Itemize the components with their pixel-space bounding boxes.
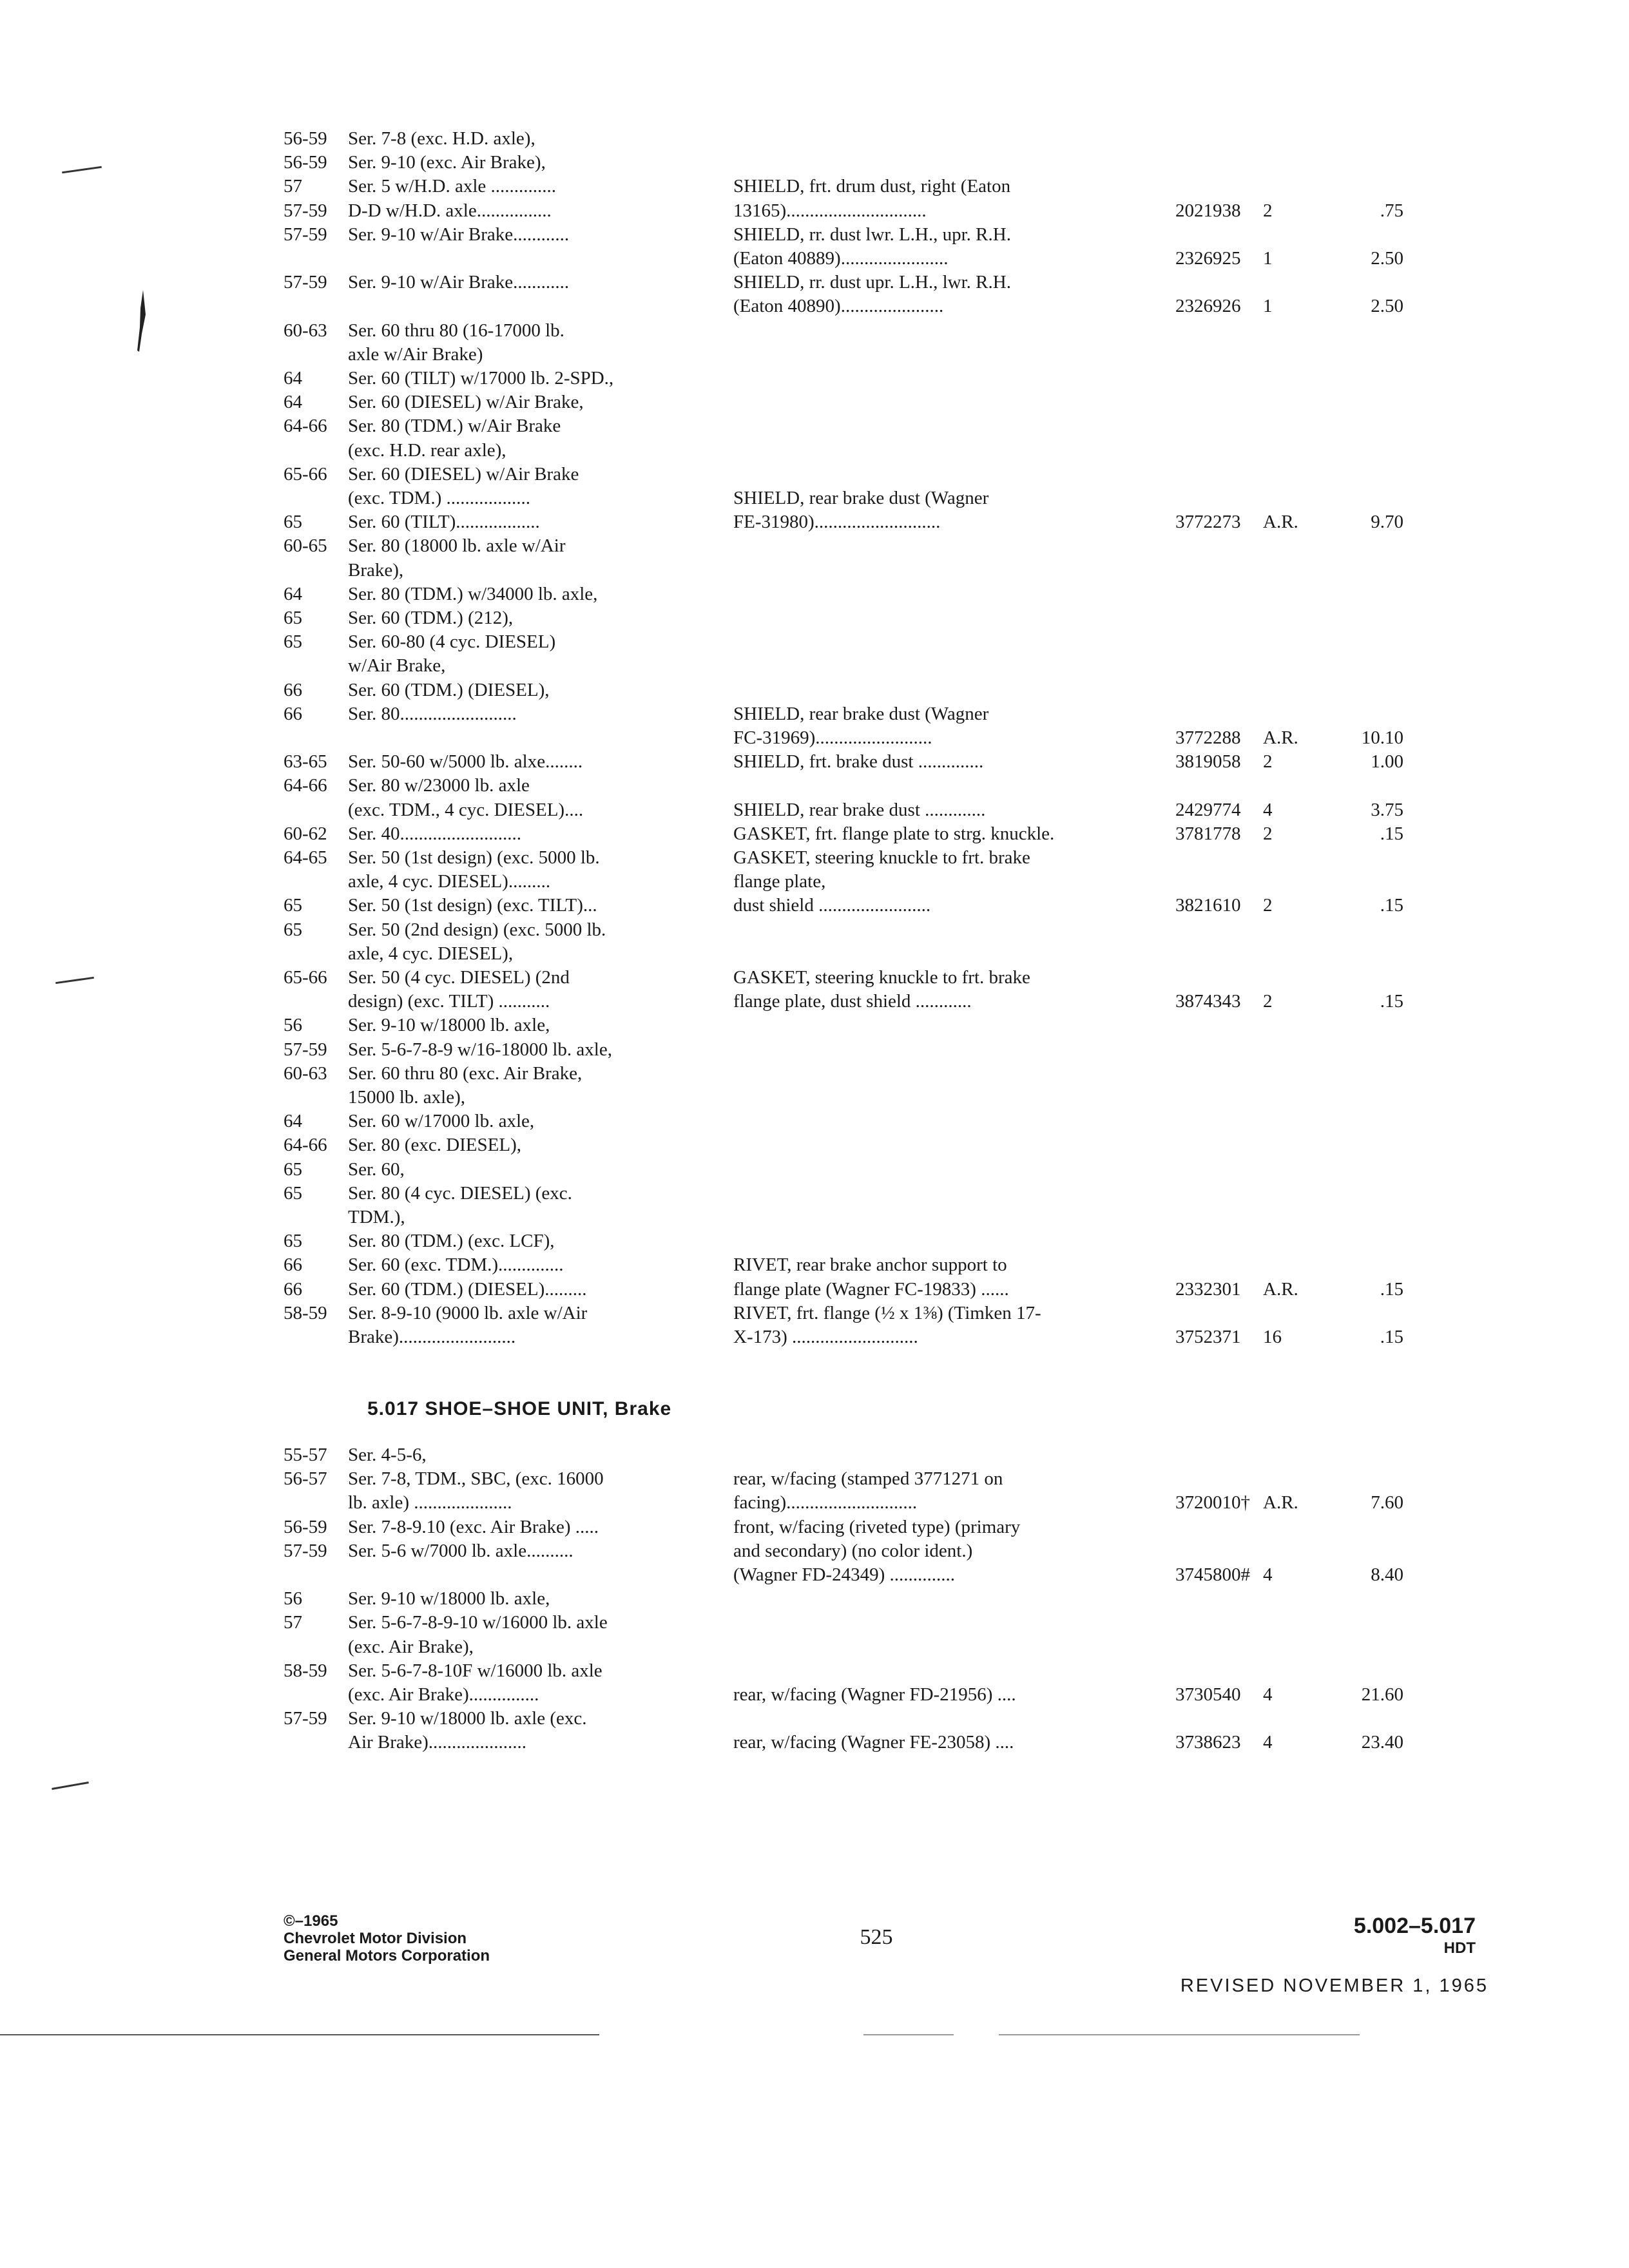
cell-app: Ser. 50 (4 cyc. DIESEL) (2nd xyxy=(348,967,570,988)
cell-app: (exc. Air Brake), xyxy=(348,1636,474,1657)
cell-app: TDM.), xyxy=(348,1207,405,1227)
cell-app: Ser. 5-6 w/7000 lb. axle.......... xyxy=(348,1540,574,1561)
cell-price: 9.70 xyxy=(1371,512,1403,533)
cell-app: Ser. 80 (exc. DIESEL), xyxy=(348,1135,521,1156)
cell-app: Ser. 50-60 w/5000 lb. alxe........ xyxy=(348,751,583,773)
cell-yr: 64 xyxy=(284,392,302,413)
cell-desc: SHIELD, rr. dust lwr. L.H., upr. R.H. xyxy=(733,224,1011,245)
cell-app: Ser. 60 (exc. TDM.).............. xyxy=(348,1254,564,1276)
cell-app: (exc. TDM.) .................. xyxy=(348,488,530,508)
cell-qty: 2 xyxy=(1263,823,1273,844)
cell-app: Ser. 60, xyxy=(348,1158,405,1180)
cell-price: 21.60 xyxy=(1361,1684,1403,1705)
cell-qty: A.R. xyxy=(1263,727,1298,748)
cell-app: Ser. 80 (TDM.) (exc. LCF), xyxy=(348,1231,555,1252)
cell-desc: front, w/facing (riveted type) (primary xyxy=(733,1516,1021,1537)
cell-yr: 65 xyxy=(284,919,302,940)
cell-app: w/Air Brake, xyxy=(348,655,446,677)
cell-qty: 16 xyxy=(1263,1327,1282,1347)
cell-app: Ser. 60-80 (4 cyc. DIESEL) xyxy=(348,631,556,653)
cell-app: axle w/Air Brake) xyxy=(348,343,483,365)
cell-app: Ser. 60 (TDM.) (212), xyxy=(348,608,514,628)
cell-qty: 2 xyxy=(1263,200,1273,221)
cell-part: 3819058 xyxy=(1175,751,1241,773)
cell-yr: 57-59 xyxy=(284,272,327,293)
cell-app: Ser. 9-10 (exc. Air Brake), xyxy=(348,152,546,173)
cell-price: 10.10 xyxy=(1361,727,1403,748)
cell-part: 3772273 xyxy=(1175,512,1241,533)
cell-app: Ser. 80 (TDM.) w/Air Brake xyxy=(348,416,561,437)
cell-app: Brake), xyxy=(348,559,404,581)
cell-app: Ser. 80 w/23000 lb. axle xyxy=(348,775,530,796)
cell-yr: 65 xyxy=(284,895,302,916)
cell-app: Ser. 9-10 w/Air Brake............ xyxy=(348,272,570,293)
cell-price: 7.60 xyxy=(1371,1492,1403,1514)
section-sub: HDT xyxy=(1443,1939,1476,1957)
cell-price: .15 xyxy=(1380,895,1403,916)
cell-desc: flange plate, xyxy=(733,871,826,892)
cell-desc: flange plate, dust shield ............ xyxy=(733,991,972,1012)
cell-yr: 65-66 xyxy=(284,463,327,485)
cell-yr: 64 xyxy=(284,583,302,604)
cell-part: 2021938 xyxy=(1175,200,1241,221)
cell-yr: 58-59 xyxy=(284,1302,327,1323)
cell-app: Ser. 5-6-7-8-9-10 w/16000 lb. axle xyxy=(348,1612,608,1633)
cell-desc: SHIELD, rear brake dust (Wagner xyxy=(733,488,989,508)
cell-qty: 2 xyxy=(1263,751,1273,773)
cell-app: Ser. 5-6-7-8-10F w/16000 lb. axle xyxy=(348,1660,602,1681)
cell-part: 3730540 xyxy=(1175,1684,1241,1705)
cell-desc: (Eaton 40890)...................... xyxy=(733,296,944,317)
cell-app: Ser. 7-8 (exc. H.D. axle), xyxy=(348,128,535,149)
cell-desc: rear, w/facing (stamped 3771271 on xyxy=(733,1468,1003,1490)
cell-desc: FC-31969)......................... xyxy=(733,727,932,748)
cell-yr: 65 xyxy=(284,1158,302,1180)
cell-app: Ser. 9-10 w/18000 lb. axle (exc. xyxy=(348,1708,587,1729)
cell-yr: 65 xyxy=(284,631,302,653)
cell-desc: flange plate (Wagner FC-19833) ...... xyxy=(733,1278,1009,1300)
cell-desc: FE-31980)........................... xyxy=(733,512,941,533)
section-range: 5.002–5.017 xyxy=(1353,1914,1476,1938)
cell-price: 8.40 xyxy=(1371,1564,1403,1585)
cell-part: 3745800# xyxy=(1175,1564,1250,1585)
cell-yr: 65 xyxy=(284,512,302,533)
cell-app: (exc. TDM., 4 cyc. DIESEL).... xyxy=(348,799,584,820)
cell-app: Ser. 9-10 w/Air Brake............ xyxy=(348,224,570,245)
cell-desc: (Eaton 40889)....................... xyxy=(733,248,949,269)
bottom-rule xyxy=(999,2034,1360,2035)
cell-app: Ser. 60 thru 80 (exc. Air Brake, xyxy=(348,1062,583,1084)
cell-app: Ser. 60 (TILT) w/17000 lb. 2-SPD., xyxy=(348,368,614,389)
cell-qty: 4 xyxy=(1263,799,1273,820)
cell-yr: 66 xyxy=(284,1254,302,1276)
cell-qty: 1 xyxy=(1263,248,1273,269)
cell-yr: 65 xyxy=(284,1182,302,1204)
cell-price: .15 xyxy=(1380,1327,1403,1347)
cell-yr: 56 xyxy=(284,1588,302,1610)
cell-price: .15 xyxy=(1380,1278,1403,1300)
cell-desc: 13165).............................. xyxy=(733,200,927,221)
cell-yr: 56-59 xyxy=(284,152,327,173)
cell-app: axle, 4 cyc. DIESEL), xyxy=(348,943,514,964)
cell-part: 3874343 xyxy=(1175,991,1241,1012)
cell-yr: 64-66 xyxy=(284,416,327,437)
cell-part: 2326925 xyxy=(1175,248,1241,269)
cell-desc: SHIELD, rear brake dust ............. xyxy=(733,799,986,820)
cell-part: 3772288 xyxy=(1175,727,1241,748)
binder-mark xyxy=(55,977,94,984)
cell-part: 3781778 xyxy=(1175,823,1241,844)
cell-app: Ser. 60 thru 80 (16-17000 lb. xyxy=(348,320,564,341)
cell-desc: SHIELD, rr. dust upr. L.H., lwr. R.H. xyxy=(733,272,1011,293)
division-line: Chevrolet Motor Division xyxy=(284,1930,467,1947)
cell-app: Air Brake)..................... xyxy=(348,1732,527,1753)
cell-yr: 64-65 xyxy=(284,847,327,868)
cell-yr: 57-59 xyxy=(284,1708,327,1729)
cell-yr: 56-57 xyxy=(284,1468,327,1490)
section-heading: 5.017 SHOE–SHOE UNIT, Brake xyxy=(367,1398,672,1419)
cell-yr: 64-66 xyxy=(284,1135,327,1156)
cell-yr: 57-59 xyxy=(284,1540,327,1561)
cell-price: 2.50 xyxy=(1371,248,1403,269)
cell-yr: 56 xyxy=(284,1015,302,1036)
cell-yr: 65 xyxy=(284,1231,302,1252)
page-number: 525 xyxy=(860,1925,893,1949)
cell-part: 2326926 xyxy=(1175,296,1241,317)
cell-desc: and secondary) (no color ident.) xyxy=(733,1540,973,1561)
cell-yr: 63-65 xyxy=(284,751,327,773)
cell-app: Ser. 80 (TDM.) w/34000 lb. axle, xyxy=(348,583,598,604)
cell-app: (exc. Air Brake)............... xyxy=(348,1684,539,1705)
cell-price: .15 xyxy=(1380,991,1403,1012)
cell-app: Ser. 80 (4 cyc. DIESEL) (exc. xyxy=(348,1182,572,1204)
cell-app: Ser. 7-8-9.10 (exc. Air Brake) ..... xyxy=(348,1516,599,1537)
bottom-rule xyxy=(0,2034,599,2035)
cell-desc: GASKET, frt. flange plate to strg. knuckle. xyxy=(733,823,1055,844)
cell-desc: RIVET, rear brake anchor support to xyxy=(733,1254,1007,1276)
cell-app: Ser. 60 (DIESEL) w/Air Brake xyxy=(348,463,579,485)
cell-yr: 65-66 xyxy=(284,967,327,988)
cell-app: Brake)......................... xyxy=(348,1327,516,1347)
cell-desc: SHIELD, frt. drum dust, right (Eaton xyxy=(733,176,1011,197)
footer-publisher xyxy=(284,1912,490,1965)
pencil-mark xyxy=(134,289,148,353)
cell-yr: 57-59 xyxy=(284,1039,327,1060)
cell-app: Ser. 9-10 w/18000 lb. axle, xyxy=(348,1015,550,1036)
cell-desc: SHIELD, frt. brake dust .............. xyxy=(733,751,984,773)
cell-app: Ser. 60 (TDM.) (DIESEL)......... xyxy=(348,1278,587,1300)
cell-app: Ser. 9-10 w/18000 lb. axle, xyxy=(348,1588,550,1610)
cell-yr: 64-66 xyxy=(284,775,327,796)
cell-app: Ser. 60 (TILT).................. xyxy=(348,512,540,533)
cell-qty: A.R. xyxy=(1263,512,1298,533)
cell-desc: rear, w/facing (Wagner FD-21956) .... xyxy=(733,1684,1016,1705)
cell-price: .15 xyxy=(1380,823,1403,844)
cell-yr: 57 xyxy=(284,1612,302,1633)
cell-yr: 66 xyxy=(284,679,302,700)
cell-yr: 60-63 xyxy=(284,1062,327,1084)
cell-yr: 60-63 xyxy=(284,320,327,341)
cell-app: axle, 4 cyc. DIESEL)......... xyxy=(348,871,551,892)
cell-yr: 64 xyxy=(284,1111,302,1132)
corporation-line: General Motors Corporation xyxy=(284,1947,490,1965)
cell-app: Ser. 80 (18000 lb. axle w/Air xyxy=(348,535,566,557)
binder-mark xyxy=(52,1782,89,1790)
cell-qty: 4 xyxy=(1263,1732,1273,1753)
cell-qty: 1 xyxy=(1263,296,1273,317)
cell-app: Ser. 60 (TDM.) (DIESEL), xyxy=(348,679,550,700)
cell-part: 3738623 xyxy=(1175,1732,1241,1753)
bottom-rule xyxy=(863,2034,954,2035)
cell-yr: 57-59 xyxy=(284,200,327,221)
cell-app: Ser. 4-5-6, xyxy=(348,1445,427,1465)
cell-yr: 66 xyxy=(284,703,302,724)
cell-yr: 57-59 xyxy=(284,224,327,245)
cell-desc: GASKET, steering knuckle to frt. brake xyxy=(733,847,1030,868)
revision-date: REVISED NOVEMBER 1, 1965 xyxy=(1180,1975,1489,1996)
cell-part: 3821610 xyxy=(1175,895,1241,916)
cell-app: Ser. 7-8, TDM., SBC, (exc. 16000 xyxy=(348,1468,604,1490)
cell-app: 15000 lb. axle), xyxy=(348,1087,466,1108)
cell-desc: (Wagner FD-24349) .............. xyxy=(733,1564,955,1585)
cell-yr: 55-57 xyxy=(284,1445,327,1465)
cell-app: Ser. 5-6-7-8-9 w/16-18000 lb. axle, xyxy=(348,1039,612,1060)
cell-app: Ser. 40.......................... xyxy=(348,823,522,844)
cell-app: Ser. 60 (DIESEL) w/Air Brake, xyxy=(348,392,584,413)
cell-price: 3.75 xyxy=(1371,799,1403,820)
cell-qty: 2 xyxy=(1263,991,1273,1012)
binder-mark xyxy=(62,166,102,174)
cell-app: lb. axle) ..................... xyxy=(348,1492,512,1514)
cell-app: Ser. 5 w/H.D. axle .............. xyxy=(348,176,556,197)
cell-yr: 58-59 xyxy=(284,1660,327,1681)
cell-price: 1.00 xyxy=(1371,751,1403,773)
cell-app: Ser. 50 (2nd design) (exc. 5000 lb. xyxy=(348,919,606,940)
cell-qty: A.R. xyxy=(1263,1278,1298,1300)
cell-app: Ser. 60 w/17000 lb. axle, xyxy=(348,1111,535,1132)
cell-yr: 56-59 xyxy=(284,128,327,149)
cell-price: 23.40 xyxy=(1361,1732,1403,1753)
cell-yr: 66 xyxy=(284,1278,302,1300)
cell-app: Ser. 80......................... xyxy=(348,703,517,724)
cell-part: 2429774 xyxy=(1175,799,1241,820)
cell-yr: 57 xyxy=(284,176,302,197)
cell-desc: rear, w/facing (Wagner FE-23058) .... xyxy=(733,1732,1014,1753)
cell-app: D-D w/H.D. axle................ xyxy=(348,200,552,221)
cell-qty: 2 xyxy=(1263,895,1273,916)
cell-price: 2.50 xyxy=(1371,296,1403,317)
cell-desc: RIVET, frt. flange (½ x 1⅜) (Timken 17- xyxy=(733,1302,1041,1323)
cell-qty: 4 xyxy=(1263,1684,1273,1705)
cell-app: design) (exc. TILT) ........... xyxy=(348,991,550,1012)
cell-app: Ser. 8-9-10 (9000 lb. axle w/Air xyxy=(348,1302,588,1323)
cell-desc: SHIELD, rear brake dust (Wagner xyxy=(733,703,989,724)
copyright-line: ©–1965 xyxy=(284,1912,338,1930)
cell-yr: 65 xyxy=(284,608,302,628)
cell-yr: 60-62 xyxy=(284,823,327,844)
cell-part: 3720010† xyxy=(1175,1492,1250,1514)
cell-price: .75 xyxy=(1380,200,1403,221)
cell-qty: 4 xyxy=(1263,1564,1273,1585)
cell-desc: dust shield ........................ xyxy=(733,895,931,916)
cell-desc: GASKET, steering knuckle to frt. brake xyxy=(733,967,1030,988)
cell-app: (exc. H.D. rear axle), xyxy=(348,439,506,461)
cell-qty: A.R. xyxy=(1263,1492,1298,1514)
cell-desc: facing)............................ xyxy=(733,1492,918,1514)
cell-yr: 56-59 xyxy=(284,1516,327,1537)
cell-yr: 64 xyxy=(284,368,302,389)
cell-part: 2332301 xyxy=(1175,1278,1241,1300)
cell-app: Ser. 50 (1st design) (exc. TILT)... xyxy=(348,895,597,916)
cell-desc: X-173) ........................... xyxy=(733,1327,918,1347)
cell-app: Ser. 50 (1st design) (exc. 5000 lb. xyxy=(348,847,600,868)
cell-yr: 60-65 xyxy=(284,535,327,557)
cell-part: 3752371 xyxy=(1175,1327,1241,1347)
